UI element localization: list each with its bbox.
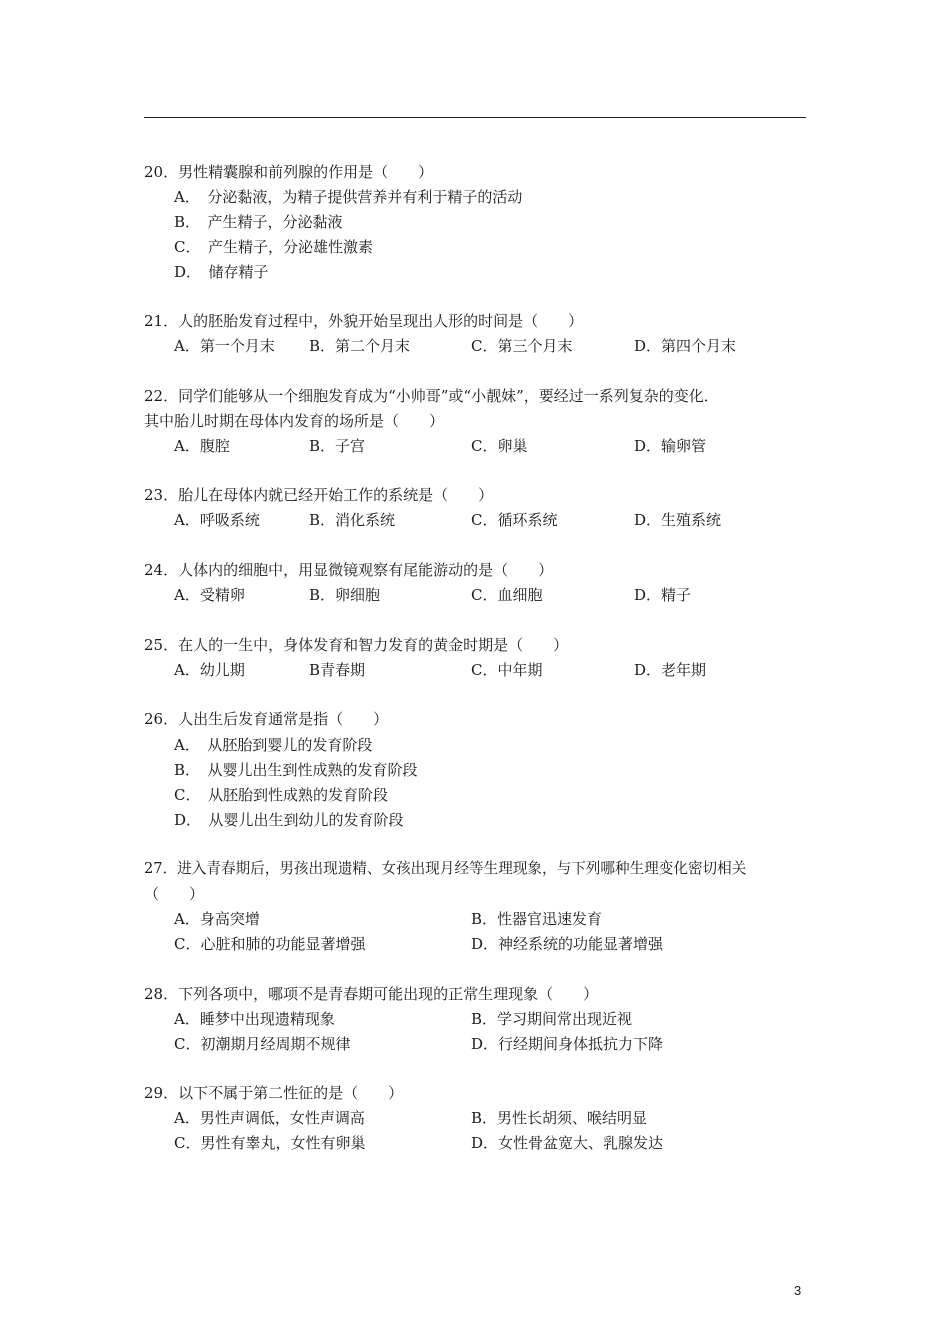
question-29-option-a: A．男性声调低，女性声调高 [174,1109,365,1127]
question-21-options [174,336,814,356]
question-27-stem: 27．进入青春期后，男孩出现遗精、女孩出现月经等生理现象，与下列哪种生理变化密切相关 [144,860,747,877]
question-24-option-d: D．精子 [634,586,692,604]
question-26-stem: 26．人出生后发育通常是指（ ） [144,710,389,728]
question-29-stem: 29．以下不属于第二性征的是（ ） [144,1084,404,1102]
question-20-option-b: B． 产生精子，分泌黏液 [174,213,343,231]
question-24-option-b: B．卵细胞 [309,586,381,604]
question-27-stem-continued: （ ） [144,885,205,903]
question-26-option-b: B． 从婴儿出生到性成熟的发育阶段 [174,761,418,779]
question-25-option-a: A．幼儿期 [174,661,245,679]
question-23-stem: 23．胎儿在母体内就已经开始工作的系统是（ ） [144,486,494,504]
question-22-option-d: D．输卵管 [634,437,707,455]
question-27-option-a: A．身高突增 [174,910,260,928]
page-number: 3 [794,1283,802,1298]
question-26-option-c: C． 从胚胎到性成熟的发育阶段 [174,786,388,804]
question-29-option-b: B．男性长胡须、喉结明显 [471,1109,648,1127]
question-28-stem: 28．下列各项中，哪项不是青春期可能出现的正常生理现象（ ） [144,985,599,1003]
question-24-options [174,585,814,605]
question-21-option-d: D．第四个月末 [634,337,737,355]
question-27-option-c: C．心脏和肺的功能显著增强 [174,935,366,953]
question-21-option-b: B．第二个月末 [309,337,411,355]
question-25-option-d: D．老年期 [634,661,707,679]
question-25-option-b: B青春期 [309,661,366,679]
question-21-option-c: C．第三个月末 [471,337,573,355]
question-23-option-b: B．消化系统 [309,511,396,529]
question-26-option-d: D． 从婴儿出生到幼儿的发育阶段 [174,811,404,829]
question-24-stem: 24．人体内的细胞中，用显微镜观察有尾能游动的是（ ） [144,561,554,579]
question-21-option-a: A．第一个月末 [174,337,275,355]
question-22-stem-continued: 其中胎儿时期在母体内发育的场所是（ ） [144,412,445,430]
question-27-option-b: B．性器官迅速发育 [471,910,603,928]
question-22-option-b: B．子宫 [309,437,366,455]
question-29-option-d: D．女性骨盆宽大、乳腺发达 [471,1134,664,1152]
question-20-option-a: A． 分泌黏液，为精子提供营养并有利于精子的活动 [174,188,523,206]
question-29-options-row-2 [174,1133,814,1153]
question-27-options-row-2 [174,934,814,954]
header-rule [144,117,806,118]
question-21-stem: 21．人的胚胎发育过程中，外貌开始呈现出人形的时间是（ ） [144,312,584,330]
question-28-option-c: C．初潮期月经周期不规律 [174,1035,351,1053]
question-24-option-a: A．受精卵 [174,586,245,604]
question-29-option-c: C．男性有睾丸，女性有卵巢 [174,1134,366,1152]
question-22-stem: 22．同学们能够从一个细胞发育成为“小帅哥”或“小靓妹”，要经过一系列复杂的变化． [144,387,719,405]
question-23-option-c: C．循环系统 [471,511,558,529]
question-20-option-d: D． 储存精子 [174,263,269,281]
question-23-options [174,510,814,530]
question-28-option-d: D．行经期间身体抵抗力下降 [471,1035,664,1053]
question-28-options-row-2 [174,1034,814,1054]
question-26-option-a: A． 从胚胎到婴儿的发育阶段 [174,736,373,754]
question-22-option-a: A．腹腔 [174,437,230,455]
question-20-stem: 20．男性精囊腺和前列腺的作用是（ ） [144,163,434,181]
question-22-option-c: C．卵巢 [471,437,528,455]
question-25-option-c: C．中年期 [471,661,543,679]
question-28-option-b: B．学习期间常出现近视 [471,1010,633,1028]
question-24-option-c: C．血细胞 [471,586,543,604]
question-22-options [174,436,814,456]
question-23-option-d: D．生殖系统 [634,511,722,529]
question-27-option-d: D．神经系统的功能显著增强 [471,935,664,953]
question-23-option-a: A．呼吸系统 [174,511,260,529]
question-25-options [174,660,814,680]
question-27-options-row-1 [174,909,814,929]
question-25-stem: 25．在人的一生中，身体发育和智力发育的黄金时期是（ ） [144,636,569,654]
question-28-option-a: A．睡梦中出现遗精现象 [174,1010,335,1028]
question-28-options-row-1 [174,1009,814,1029]
question-20-option-c: C． 产生精子，分泌雄性激素 [174,238,373,256]
question-29-options-row-1 [174,1108,814,1128]
